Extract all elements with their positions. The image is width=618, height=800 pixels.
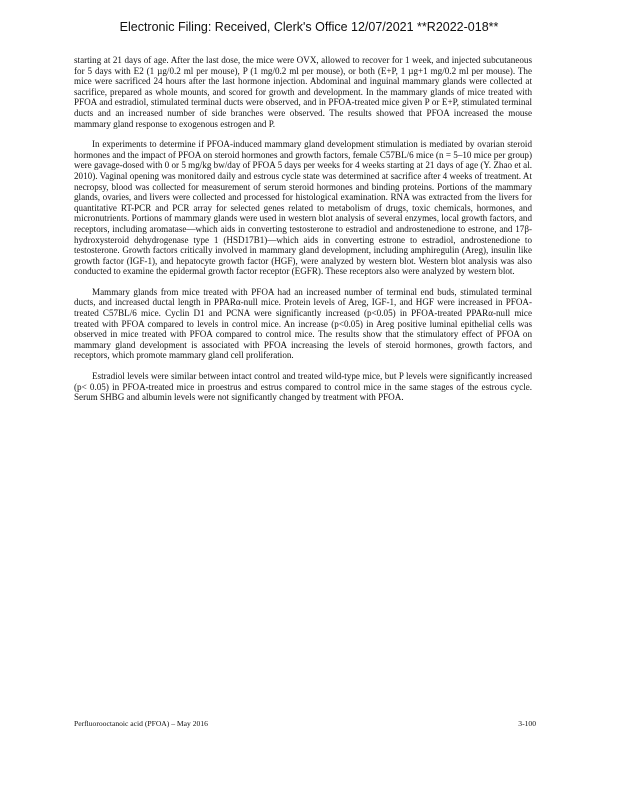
paragraph-1: starting at 21 days of age. After the last dose, the mice were OVX, allowed to recover for 1 week, and injected subcutaneous for 5 days with E2 (1 µg/0.2 ml per mouse), P (1 mg/0.2 ml per mouse), or both (E+P, 1 µg+1 mg/0.2 ml per mouse). The mice were sacrificed 24 hours after the last hormone injection. Abdominal and inguinal mammary glands were collected at sacrifice, prepared as whole mounts, and scored for growth and development. In the mammary glands of mice treated with PFOA and estradiol, stimulated terminal ducts were observed, and in PFOA-treated mice given P or E+P, stimulated terminal ducts and an increased number of side branches were observed. The results showed that PFOA increased the mouse mammary gland response to exogenous estrogen and P. <box>74 55 532 129</box>
paragraph-4: Estradiol levels were similar between intact control and treated wild-type mice, but P levels were significantly increased (p< 0.05) in PFOA-treated mice in proestrus and estrus compared to control mice in the same stages of the estrous cycle. Serum SHBG and albumin levels were not significantly changed by treatment with PFOA. <box>74 371 532 403</box>
document-body <box>74 55 532 413</box>
footer-document-title: Perfluorooctanoic acid (PFOA) – May 2016 <box>74 719 208 728</box>
paragraph-2: In experiments to determine if PFOA-induced mammary gland development stimulation is mediated by ovarian steroid hormones and the impact of PFOA on steroid hormones and growth factors, female C57BL/6 mice (n = 5–10 mice per group) were gavage-dosed with 0 or 5 mg/kg bw/day of PFOA 5 days per weeks for 4 weeks starting at 21 days of age (Y. Zhao et al. 2010). Vaginal opening was monitored daily and estrous cycle state was determined at sacrifice after 4 weeks of treatment. At necropsy, blood was collected for measurement of serum steroid hormones and binding proteins. Portions of the mammary glands, ovaries, and livers were collected and processed for histological examination. RNA was extracted from the livers for quantitative RT-PCR and PCR array for selected genes related to metabolism of drugs, toxic chemicals, hormones, and micronutrients. Portions of mammary glands were used in western blot analysis of several enzymes, local growth factors, and receptors, including aromatase—which aids in converting testosterone to estradiol and androstenedione to estrone, and 17β-hydroxysteroid dehydrogenase type 1 (HSD17B1)—which aids in converting estrone to estradiol, androstenedione to testosterone. Growth factors critically involved in mammary gland development, including amphiregulin (Areg), insulin like growth factor (IGF-1), and hepatocyte growth factor (HGF), were analyzed by western blot. Western blot analysis was also conducted to examine the epidermal growth factor receptor (EGFR). These receptors also were analyzed by western blot. <box>74 139 532 277</box>
paragraph-3: Mammary glands from mice treated with PFOA had an increased number of terminal end buds, stimulated terminal ducts, and increased ductal length in PPARα-null mice. Protein levels of Areg, IGF-1, and HGF were increased in PFOA-treated C57BL/6 mice. Cyclin D1 and PCNA were significantly increased (p<0.05) in PFOA-treated PPARα-null mice treated with PFOA compared to levels in control mice. An increase (p<0.05) in Areg positive luminal epithelial cells was observed in mice treated with PFOA compared to control mice. The results show that the stimulatory effect of PFOA on mammary gland development is associated with PFOA increasing the levels of steroid hormones, growth factors, and receptors, which promote mammary gland cell proliferation. <box>74 286 532 361</box>
filing-header: Electronic Filing: Received, Clerk's Office 12/07/2021 **R2022-018** <box>119 20 499 34</box>
page-number: 3-100 <box>518 719 536 728</box>
